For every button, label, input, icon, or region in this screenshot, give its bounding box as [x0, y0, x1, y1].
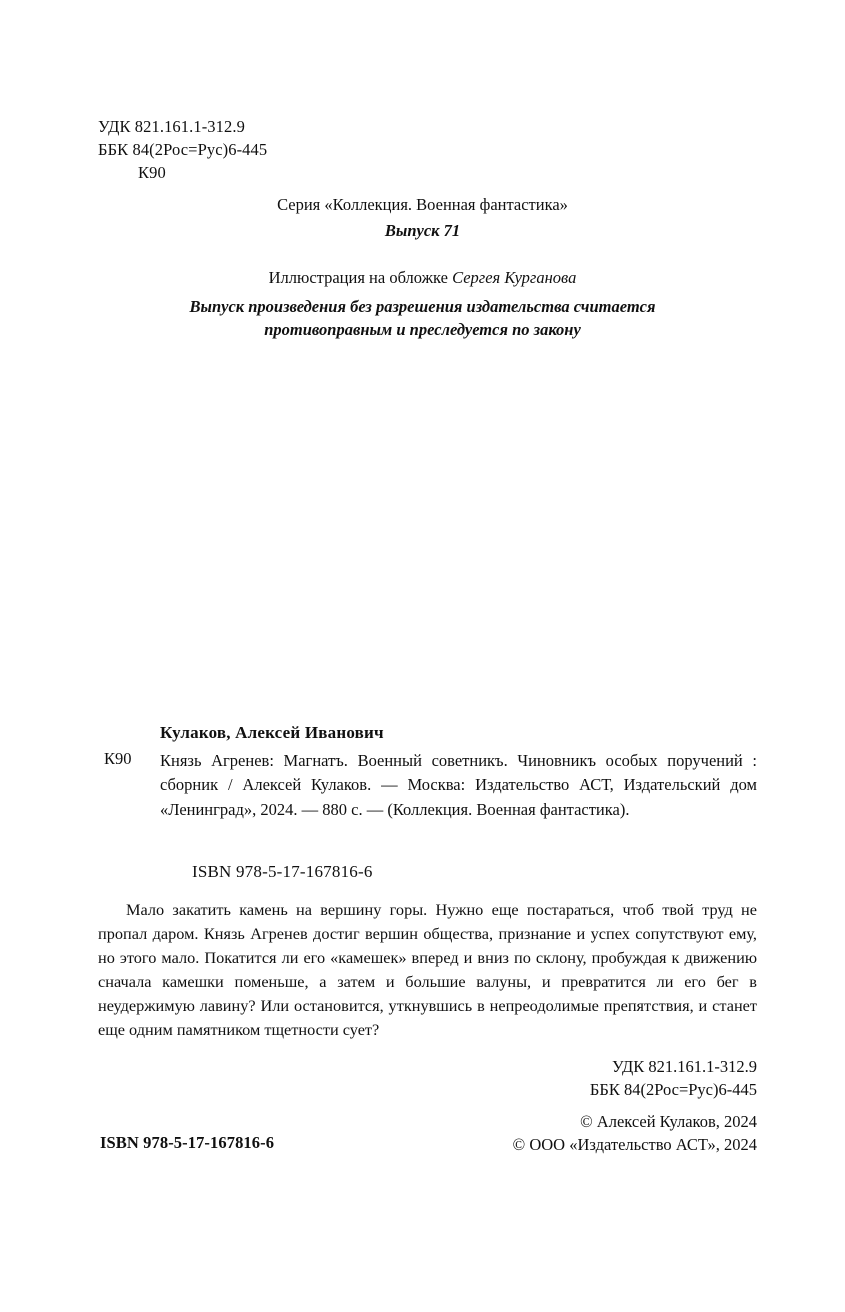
catalog-author: Кулаков, Алексей Иванович [160, 723, 384, 742]
illustration-author: Сергея Курганова [452, 267, 577, 287]
shelf-mark-top: К90 [138, 162, 166, 182]
book-annotation [98, 898, 757, 1042]
copyright-block [420, 1110, 757, 1157]
legal-warning-line-1: Выпуск произведения без разрешения издательства считается [189, 296, 656, 316]
legal-warning-line-2: противоправным и преследуется по закону [264, 320, 581, 340]
isbn-bottom: ISBN 978-5-17-167816-6 [100, 1133, 275, 1152]
series-issue: Выпуск 71 [384, 221, 461, 241]
cover-illustration-credit [0, 266, 845, 290]
copyright-author: © Алексей Кулаков, 2024 [580, 1112, 757, 1131]
catalog-shelf-mark: К90 [104, 749, 132, 768]
udk-code-top: УДК 821.161.1-312.9 [98, 117, 245, 136]
series-title: Серия «Коллекция. Военная фантастика» [277, 195, 568, 214]
udk-code-bottom: УДК 821.161.1-312.9 [611, 1057, 757, 1076]
isbn-main: ISBN 978-5-17-167816-6 [192, 862, 373, 881]
copyright-publisher: © ООО «Издательство АСТ», 2024 [512, 1135, 757, 1155]
bbk-code-bottom: ББК 84(2Рос=Рус)6-445 [589, 1079, 757, 1099]
classification-codes-top [98, 116, 267, 184]
series-info [0, 193, 845, 342]
illustration-prefix: Иллюстрация на обложке [268, 267, 453, 287]
annotation-text: Мало закатить камень на вершину горы. Нужно еще постараться, чтоб твой труд не пропал даром. Князь Агренев достиг вершин общества, признание и успех сопутствуют ему, но этого мало. Покатится ли его «камешек» вперед и вниз по склону, пробуждая к движению сначала камешки поменьше, а затем и большие валуны, и превратится ли его бег в неудержимую лавину? Или остановится, уткнувшись в непреодолимые препятствия, и станет еще одним памятником тщетности сует? [98, 900, 757, 1039]
catalog-description: Князь Агренев: Магнатъ. Военный советникъ. Чиновникъ особых поручений : сборник / Алексей Кулаков. — Москва: Издательство АСТ, Издательский дом «Ленинград», 2024. — 880 с. — (Коллекция. Военная фантастика). [160, 751, 757, 819]
classification-codes-bottom [497, 1056, 757, 1102]
bbk-code-top: ББК 84(2Рос=Рус)6-445 [98, 139, 268, 159]
